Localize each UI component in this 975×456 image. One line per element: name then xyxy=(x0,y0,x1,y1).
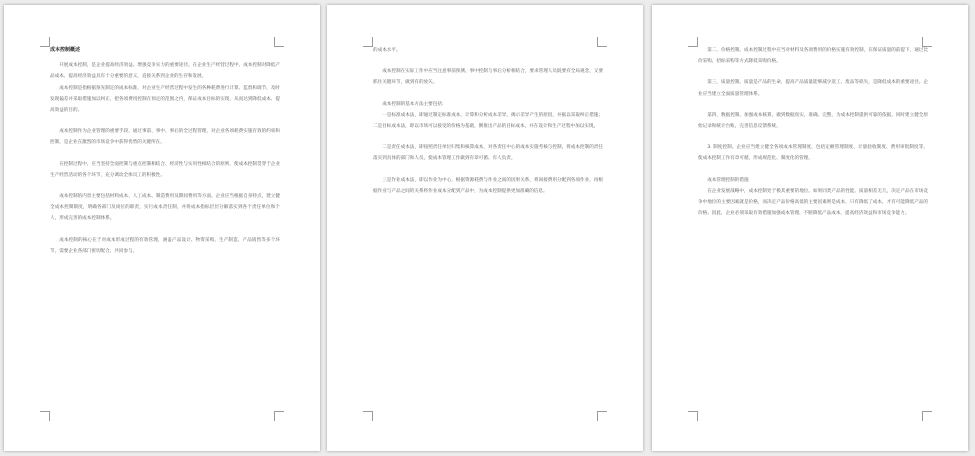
document-page-1 xyxy=(4,5,320,451)
paragraph: 成本控制在实际工作中应当注意事前预测、事中控制与事后分析相结合，要求管理人员既要有全局观念，又要抓住关键环节，做到有的放矢。 xyxy=(373,69,603,86)
crop-mark xyxy=(688,37,698,47)
paragraph: 成本控制的内容主要包括材料成本、人工成本、制造费用及期间费用等方面。企业应当根据自身特点，建立健全成本控制制度，明确各部门及岗位的职责，实行成本责任制，并将成本指标层层分解落实到各个责任单位和个人，形成完善的成本控制体系。 xyxy=(50,194,280,222)
paragraph: 在控制过程中，应当坚持全面控制与重点控制相结合、经济性与实用性相结合的原则，使成本控制贯穿于企业生产经营活动的各个环节，充分调动全体员工的积极性。 xyxy=(50,161,280,178)
section-subheading: 成本管理控制的措施 xyxy=(707,177,749,183)
paragraph: 第四，数据控制。加强成本核算，做到数据真实、准确、完整，为成本控制提供可靠的依据。同时建立健全原始记录和统计台账，完善信息反馈系统。 xyxy=(698,112,928,130)
paragraph: 开展成本控制，是企业提高经济效益、增强竞争实力的重要途径。在企业生产经营过程中，成本控制对降低产品成本、提高经济效益具有十分重要的意义，直接关系到企业的生存和发展。 xyxy=(50,63,280,80)
page-body xyxy=(373,45,603,421)
document-page-3 xyxy=(652,5,968,451)
paragraph: 二是责任成本法，即按照责任单位归集和核算成本，对各责任中心的成本实施考核与控制，将成本控制的责任落实到具体的部门和人员，使成本管理工作做到有章可循、有人负责。 xyxy=(373,145,603,162)
paragraph: 成本控制是指根据预先制定的成本标准，对企业生产经营过程中发生的各种耗费进行计算、监督和调节，及时发现偏差并采取措施加以纠正，把各项费用控制在预定的范围之内，保证成本目标的实现，从而达到降低成本、提高效益的目的。 xyxy=(50,85,280,114)
page-body xyxy=(50,45,280,421)
crop-mark xyxy=(40,411,50,421)
paragraph: 成本控制的核心在于对成本形成过程的有效管理，涵盖产品设计、物资采购、生产制造、产品销售等多个环节，需要企业各部门密切配合、共同参与。 xyxy=(50,237,280,254)
crop-mark xyxy=(688,411,698,421)
paragraph: 第二，价格控制。成本控制过程中应当对材料及各项费用的价格实施有效控制，在保证质量的前提下，通过比价采购、招标采购等方式降低采购价格。 xyxy=(698,48,928,65)
paragraph: 一是标准成本法，即通过制定标准成本，计算和分析成本差异，揭示差异产生的原因，并据以采取纠正措施；二是目标成本法，即以市场可以接受的价格为基础，倒推出产品的目标成本，并在设计和生产过程中加以实现。 xyxy=(373,112,603,130)
paragraph: 在企业发展战略中，成本控制处于极其重要的地位。如果同类产品的性能、质量相差无几，决定产品在市场竞争中地位的主要因素就是价格，而决定产品价格高低的主要因素则是成本，只有降低了成本，才有可能降低产品的价格。因此，企业必须采取有效措施加强成本管理，不断降低产品成本，提高经济效益和市场竞争能力。 xyxy=(698,188,928,217)
page-body xyxy=(698,45,928,421)
paragraph: 三是作业成本法，即以作业为中心，根据资源耗费与作业之间的因果关系，将间接费用分配到各项作业，再根据作业与产品之间的关系将作业成本分配到产品中，为成本控制提供更加准确的信息。 xyxy=(373,177,603,194)
paragraph: 3. 制度控制。企业应当建立健全各项成本管理制度，包括定额管理制度、计量验收制度、费用审批制度等，使成本控制工作有章可循，形成规范化、制度化的管理。 xyxy=(698,145,928,162)
paragraph: 成本控制的基本方法主要包括： xyxy=(382,101,447,107)
paragraph: 的成本水平。 xyxy=(373,48,401,53)
crop-mark xyxy=(363,411,373,421)
crop-mark xyxy=(363,37,373,47)
crop-mark xyxy=(40,37,50,47)
section-heading: 成本控制概述 xyxy=(50,47,81,53)
document-page-2 xyxy=(327,5,643,451)
paragraph: 成本控制作为企业管理的重要手段，通过事前、事中、事后的全过程管理，对企业各项耗费实施有效的约束和控制，是企业在激烈的市场竞争中获得优势的关键所在。 xyxy=(50,129,280,146)
paragraph: 第三，质量控制。质量是产品的生命，提高产品质量能够减少返工、废品等损失，是降低成本的重要途径。企业应当建立全面质量管理体系。 xyxy=(698,80,928,97)
